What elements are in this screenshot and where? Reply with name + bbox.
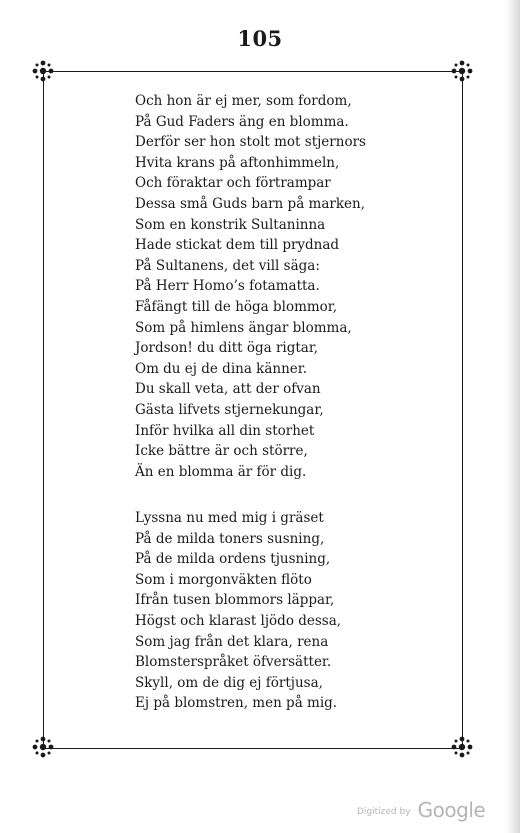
poem-line: Och hon är ej mer, som fordom, xyxy=(135,93,352,109)
poem-line: Än en blomma är för dig. xyxy=(135,463,307,480)
poem-line: Skyll, om de dig ej förtjusa, xyxy=(135,674,323,691)
poem-line: Ej på blomstren, men på mig. xyxy=(135,695,338,712)
poem-line: Och föraktar och förtrampar xyxy=(135,175,331,192)
poem-line: Jordson! du ditt öga rigtar, xyxy=(135,340,319,357)
watermark-prefix: Digitized by xyxy=(357,807,411,817)
poem-line: Inför hvilka all din storhet xyxy=(135,422,315,439)
poem-line: Som på himlens ängar blomma, xyxy=(135,319,352,336)
page-edge-shadow xyxy=(506,0,520,833)
poem-line: Hvita krans på aftonhimmeln, xyxy=(135,154,340,171)
poem-line: På Herr Homo’s fotamatta. xyxy=(135,278,320,295)
watermark-brand: Google xyxy=(417,798,486,822)
digitized-watermark xyxy=(357,798,485,822)
poem-line: På de milda ordens tjusning, xyxy=(135,551,331,568)
page-number: 105 xyxy=(237,26,283,51)
poem-line: Fåfängt till de höga blommor, xyxy=(135,298,338,315)
poem-line: På Gud Faders äng en blomma. xyxy=(135,113,349,130)
poem-line: Derför ser hon stolt mot stjernors xyxy=(135,134,366,151)
corner-ornament-icon xyxy=(31,735,55,759)
poem-line: Dessa små Guds barn på marken, xyxy=(135,195,365,212)
poem-line: Icke bättre är och större, xyxy=(135,443,308,460)
poem-line: Blomsterspråket öfversätter. xyxy=(135,654,332,671)
poem-line: Som i morgonväkten flöto xyxy=(135,571,312,588)
poem-line: Ifrån tusen blommors läppar, xyxy=(135,592,335,609)
poem-line: Högst och klarast ljödo dessa, xyxy=(135,612,342,629)
poem-line: Lyssna nu med mig i gräset xyxy=(135,510,324,526)
poem-stanza xyxy=(135,91,465,482)
poem-line: Som en konstrik Sultaninna xyxy=(135,216,326,233)
poem-stanza xyxy=(135,508,465,714)
poem-line: Du skall veta, att der ofvan xyxy=(135,381,321,398)
poem-line: Hade stickat dem till prydnad xyxy=(135,237,340,254)
corner-ornament-icon xyxy=(450,735,474,759)
poem-line: På Sultanens, det vill säga: xyxy=(135,257,320,274)
corner-ornament-icon xyxy=(31,59,55,83)
poem-line: Om du ej de dina känner. xyxy=(135,360,308,377)
corner-ornament-icon xyxy=(450,59,474,83)
poem-line: Gästa lifvets stjernekungar, xyxy=(135,401,324,418)
poem-line: Som jag från det klara, rena xyxy=(135,633,329,650)
poem-line: På de milda toners susning, xyxy=(135,530,325,547)
